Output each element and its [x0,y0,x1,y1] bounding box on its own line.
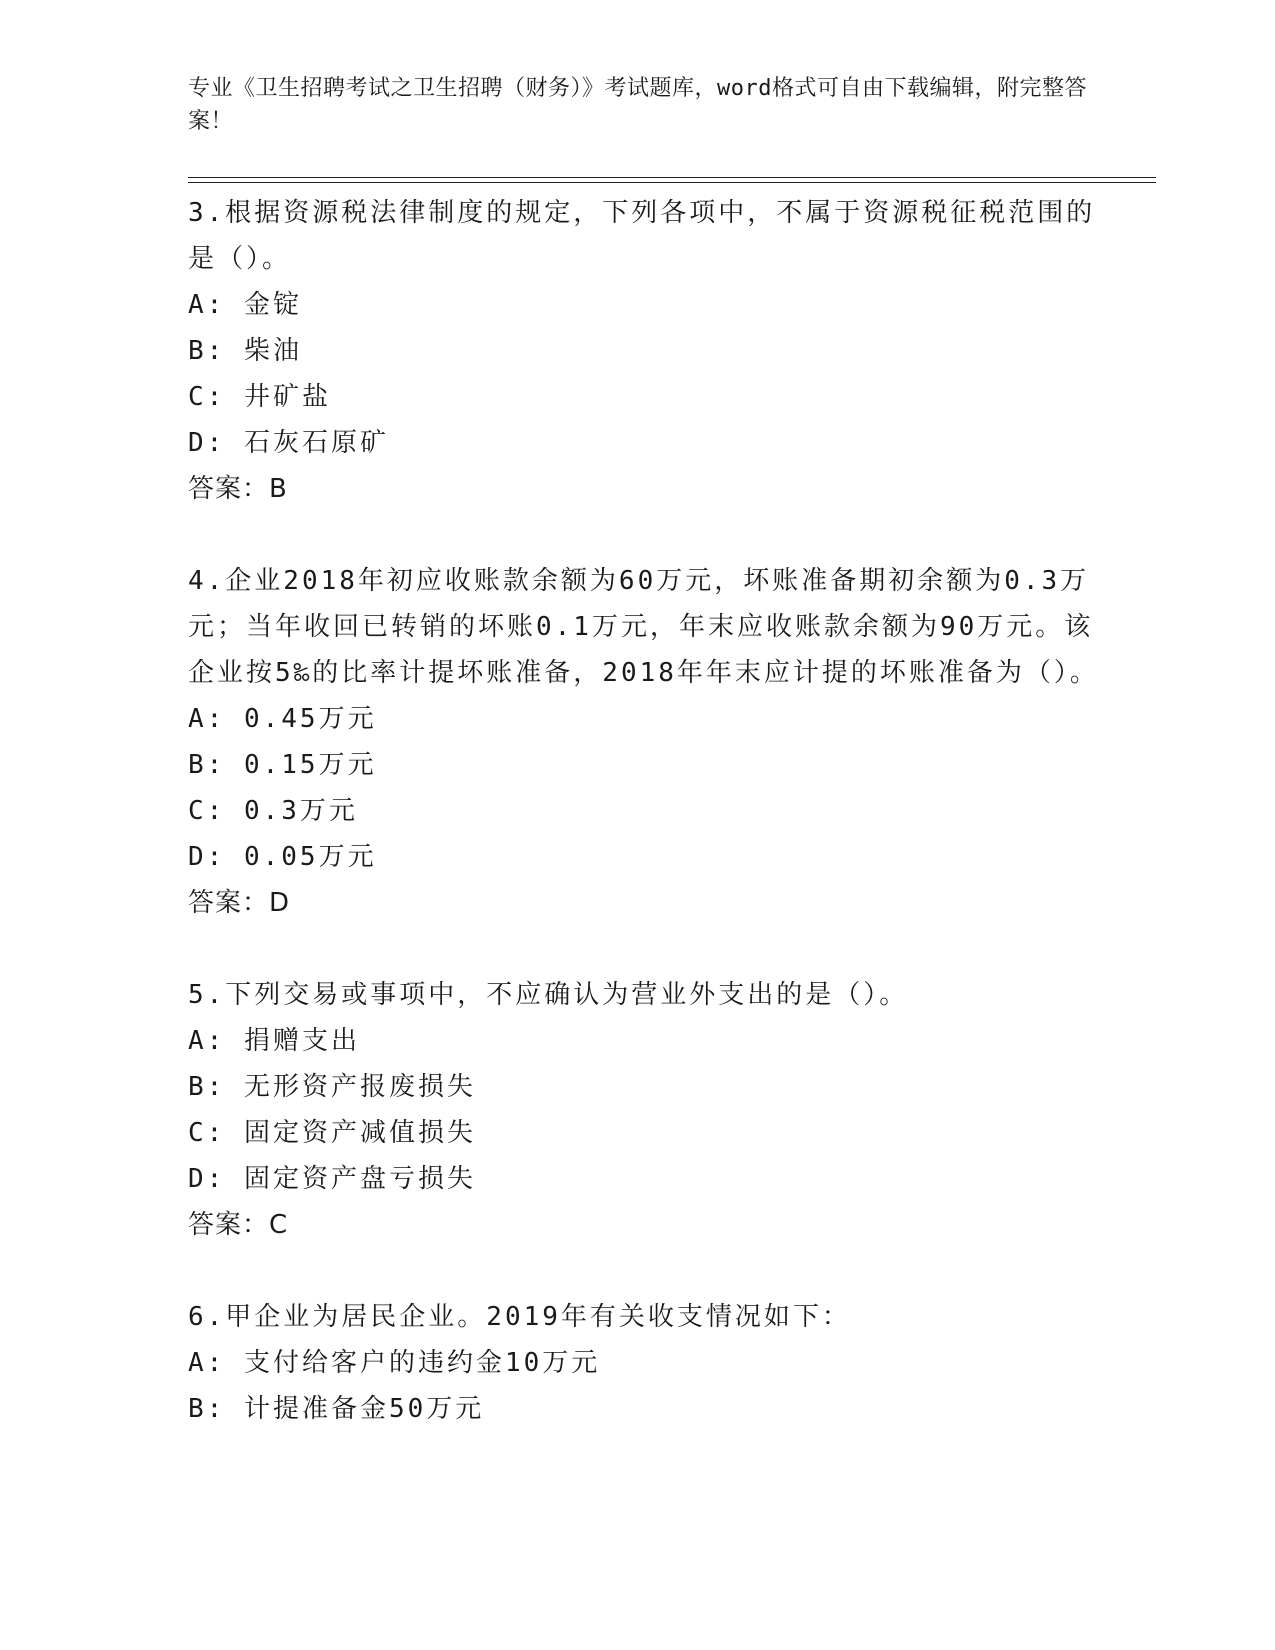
answer: 答案：B [188,474,288,504]
option-a: A: 金锭 [188,290,302,320]
question-stem: 6.甲企业为居民企业。2019年有关收支情况如下： [188,1302,851,1332]
question-4 [188,558,1108,926]
question-list [188,190,1108,1478]
option-a: A: 捐赠支出 [188,1026,360,1056]
option-b: B: 0.15万元 [188,750,377,780]
question-3 [188,190,1108,512]
header-rule-top [188,177,1156,178]
option-a: A: 支付给客户的违约金10万元 [188,1348,601,1378]
option-d: D: 0.05万元 [188,842,377,872]
option-b: B: 无形资产报废损失 [188,1072,476,1102]
option-a: A: 0.45万元 [188,704,377,734]
option-d: D: 固定资产盘亏损失 [188,1164,476,1194]
option-b: B: 计提准备金50万元 [188,1394,485,1424]
question-stem: 5.下列交易或事项中，不应确认为营业外支出的是（）。 [188,980,909,1010]
option-c: C: 井矿盐 [188,382,331,412]
question-stem: 3.根据资源税法律制度的规定，下列各项中，不属于资源税征税范围的是（）。 [188,198,1096,274]
option-b: B: 柴油 [188,336,302,366]
answer: 答案：C [188,1210,289,1240]
document-header: 专业《卫生招聘考试之卫生招聘（财务）》考试题库，word格式可自由下载编辑，附完整答案！ [188,76,1087,134]
option-d: D: 石灰石原矿 [188,428,389,458]
option-c: C: 0.3万元 [188,796,358,826]
header-rule-bottom [188,182,1156,183]
answer: 答案：D [188,888,291,918]
question-6 [188,1294,1108,1432]
question-stem: 4.企业2018年初应收账款余额为60万元，坏账准备期初余额为0.3万元；当年收回已转销的坏账0.1万元，年末应收账款余额为90万元。该企业按5‰的比率计提坏账准备，2018年年末应计提的坏账准备为（）。 [188,566,1099,688]
option-c: C: 固定资产减值损失 [188,1118,476,1148]
question-5 [188,972,1108,1248]
